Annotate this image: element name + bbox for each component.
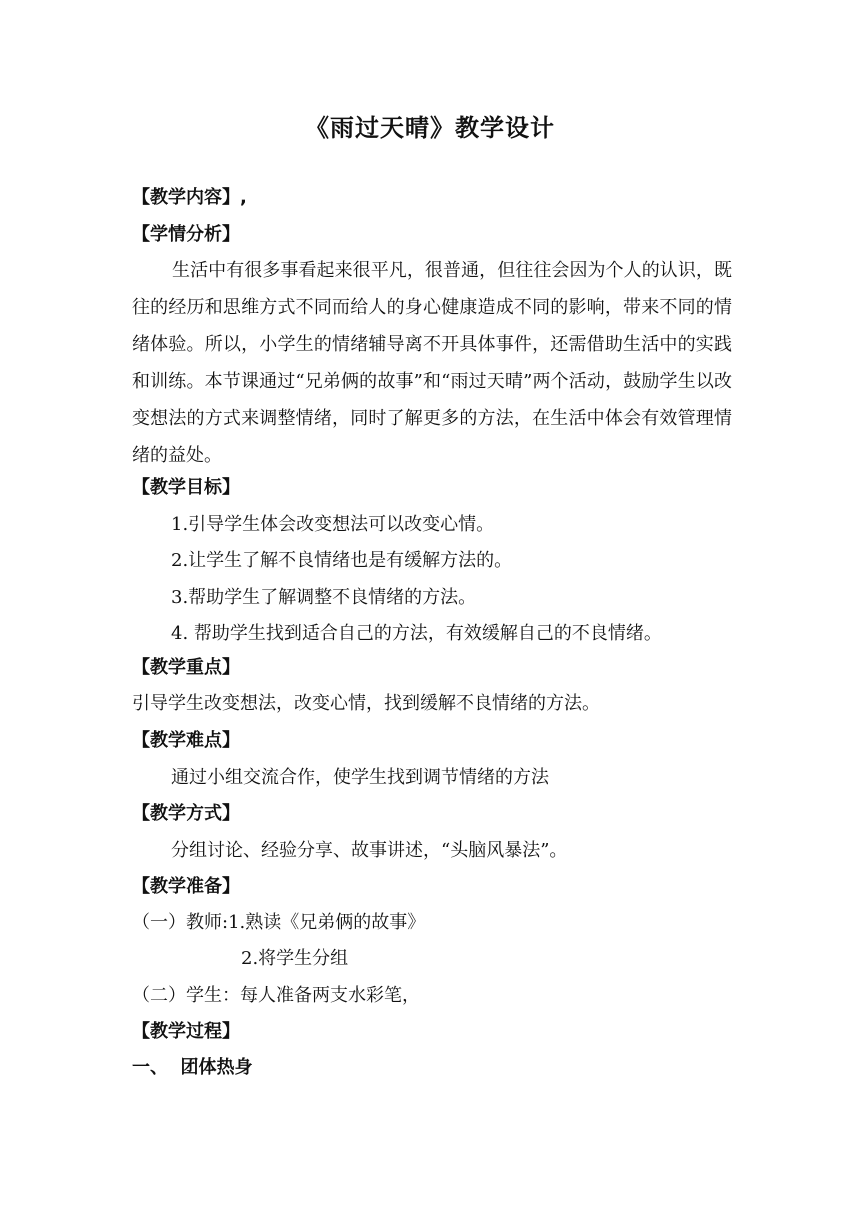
prep-teacher-item-2: 2.将学生分组	[241, 948, 349, 969]
process-step-1: 一、 团体热身	[132, 1057, 253, 1078]
student-analysis-paragraph: 生活中有很多事看起来很平凡，很普通，但往往会因为个人的认识，既往的经历和思维方式不同而给人的身心健康造成不同的影响，带来不同的情绪体验。所以，小学生的情绪辅导离不开具体事件，还需借助生活中的实践和训练。本节课通过“兄弟俩的故事”和“雨过天晴”两个活动，鼓励学生以改变想法的方式来调整情绪，同时了解更多的方法，在生活中体会有效管理情绪的益处。	[132, 260, 732, 466]
teaching-method-heading: 【教学方式】	[132, 803, 240, 824]
difficulty-text: 通过小组交流合作，使学生找到调节情绪的方法	[171, 767, 549, 788]
teaching-content-heading: 【教学内容】,	[132, 187, 247, 208]
document-title: 《雨过天晴》教学设计	[305, 114, 555, 142]
teaching-process-heading: 【教学过程】	[132, 1021, 240, 1042]
key-points-text: 引导学生改变想法，改变心情，找到缓解不良情绪的方法。	[132, 693, 600, 714]
prep-student-item: （二）学生：每人准备两支水彩笔，	[132, 985, 420, 1006]
prep-teacher-item-1: （一）教师:1.熟读《兄弟俩的故事》	[132, 912, 426, 933]
goal-item-2: 2.让学生了解不良情绪也是有缓解方法的。	[171, 550, 513, 571]
teaching-method-text: 分组讨论、经验分享、故事讲述，“头脑风暴法”。	[171, 840, 568, 861]
goal-item-3: 3.帮助学生了解调整不良情绪的方法。	[171, 587, 477, 608]
teaching-prep-heading: 【教学准备】	[132, 876, 240, 897]
difficulty-heading: 【教学难点】	[132, 730, 240, 751]
key-points-heading: 【教学重点】	[132, 657, 240, 678]
teaching-goals-heading: 【教学目标】	[132, 477, 240, 498]
student-analysis-heading: 【学情分析】	[132, 224, 240, 245]
goal-item-4: 4. 帮助学生找到适合自己的方法，有效缓解自己的不良情绪。	[171, 623, 662, 644]
goal-item-1: 1.引导学生体会改变想法可以改变心情。	[171, 514, 495, 535]
